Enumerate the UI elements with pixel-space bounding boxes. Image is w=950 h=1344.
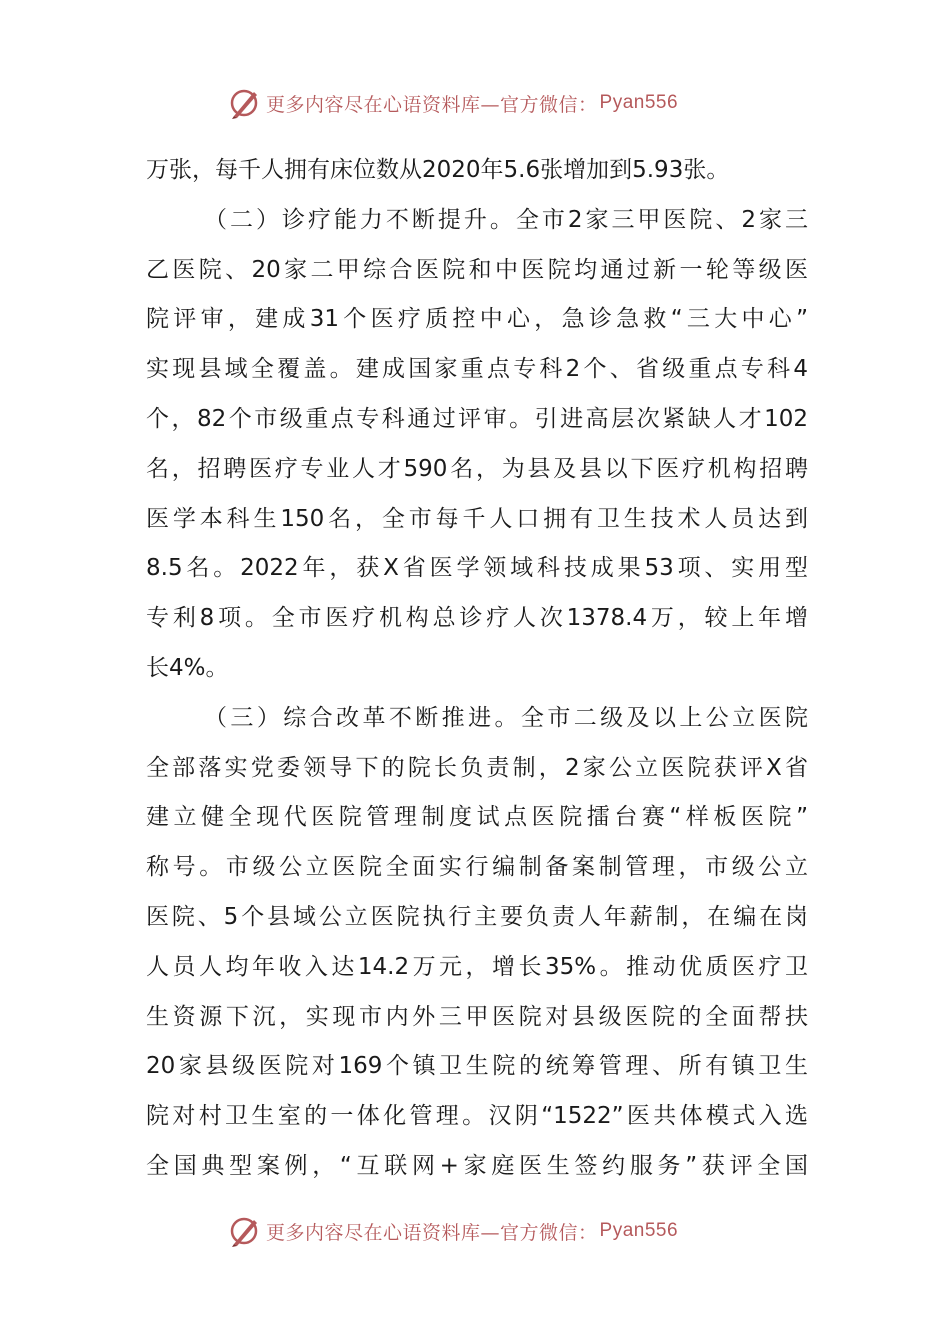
text-line: 长4%。	[146, 654, 229, 681]
text-line: 乙医院、20家二甲综合医院和中医院均通过新一轮等级医	[146, 256, 808, 283]
text-line: 专利8项。全市医疗机构总诊疗人次1378.4万，较上年增	[146, 605, 808, 632]
pen-logo-icon	[228, 86, 262, 120]
text-line: 全国典型案例，“互联网+家庭医生签约服务”获评全国	[146, 1152, 808, 1179]
text-line: 医院、5个县域公立医院执行主要负责人年薪制，在编在岗	[146, 903, 808, 930]
text-line: 生资源下沉，实现市内外三甲医院对县级医院的全面帮扶	[146, 1003, 808, 1030]
text-line: 院评审，建成31个医疗质控中心，急诊急救“三大中心”	[146, 306, 808, 333]
text-line: 万张，每千人拥有床位数从2020年5.6张增加到5.93张。	[146, 157, 730, 183]
watermark-wechat-id: Pyan556	[599, 92, 679, 113]
watermark-header	[228, 86, 678, 120]
text-line: 个，82个市级重点专科通过评审。引进高层次紧缺人才102	[146, 405, 808, 432]
text-line: 20家县级医院对169个镇卫生院的统筹管理、所有镇卫生	[146, 1053, 808, 1080]
document-body	[146, 146, 808, 1192]
watermark-footer	[228, 1214, 678, 1248]
text-line: 实现县域全覆盖。建成国家重点专科2个、省级重点专科4	[146, 356, 808, 383]
text-line: 8.5名。2022年，获X省医学领域科技成果53项、实用型	[146, 555, 808, 582]
text-line: （二）诊疗能力不断提升。全市2家三甲医院、2家三	[204, 206, 808, 233]
text-line: 全部落实党委领导下的院长负责制，2家公立医院获评X省	[146, 754, 808, 781]
text-line: 称号。市级公立医院全面实行编制备案制管理，市级公立	[146, 854, 808, 881]
watermark-text: 更多内容尽在心语资料库—官方微信：	[266, 1221, 598, 1244]
paragraph-3	[146, 694, 808, 1192]
text-line: 院对村卫生室的一体化管理。汉阴“1522”医共体模式入选	[146, 1103, 808, 1130]
text-line: 名，招聘医疗专业人才590名，为县及县以下医疗机构招聘	[146, 455, 808, 482]
paragraph-2	[146, 196, 808, 694]
text-line: 建立健全现代医院管理制度试点医院擂台赛“样板医院”	[146, 804, 808, 831]
text-line: 医学本科生150名，全市每千人口拥有卫生技术人员达到	[146, 505, 808, 532]
watermark-text: 更多内容尽在心语资料库—官方微信：	[266, 93, 598, 116]
pen-logo-icon	[228, 1214, 262, 1248]
text-line: （三）综合改革不断推进。全市二级及以上公立医院	[204, 704, 808, 731]
text-line: 人员人均年收入达14.2万元，增长35%。推动优质医疗卫	[146, 953, 808, 980]
watermark-wechat-id: Pyan556	[599, 1220, 679, 1241]
paragraph-1	[146, 146, 808, 196]
